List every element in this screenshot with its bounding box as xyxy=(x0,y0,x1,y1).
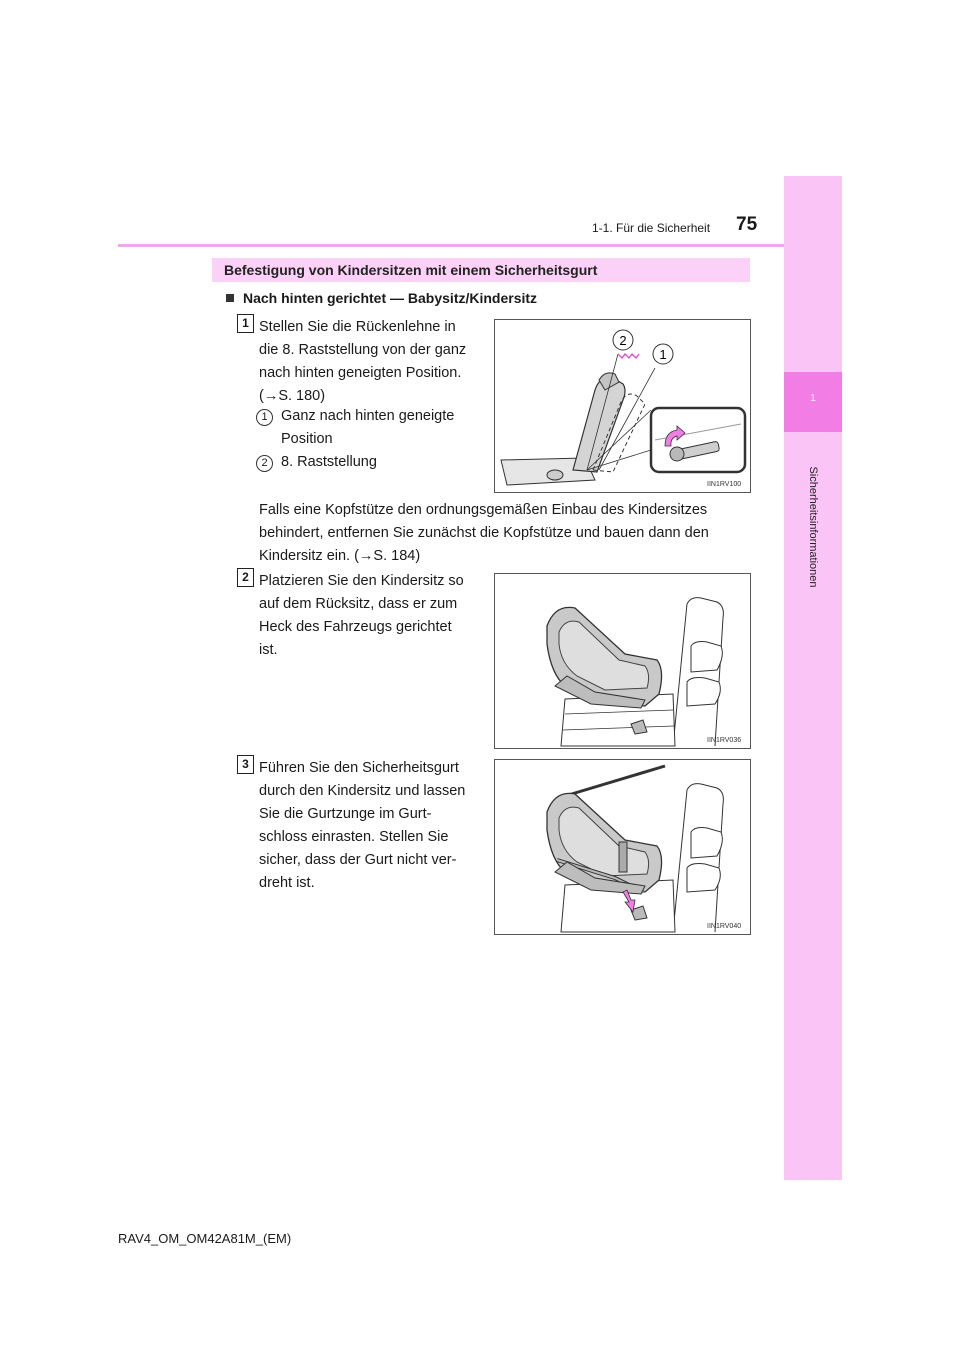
figure-code-2: IIN1RV036 xyxy=(707,737,742,744)
subsection-title: Nach hinten gerichtet — Babysitz/Kindersitz xyxy=(243,290,538,306)
step-1-note-line: behindert, entfernen Sie zunächst die Kopfstütze und bauen dann den xyxy=(259,525,709,541)
step-3-line: durch den Kindersitz und lassen xyxy=(259,783,466,799)
step-2-line: Platzieren Sie den Kindersitz so xyxy=(259,573,464,589)
section-title: Befestigung von Kindersitzen mit einem Sicherheitsgurt xyxy=(224,262,598,278)
step-3-line: schloss einrasten. Stellen Sie xyxy=(259,829,449,845)
bullet-square-icon xyxy=(226,294,234,302)
chapter-title: Sicherheitsinformationen xyxy=(807,466,819,588)
step-1-note-line: Falls eine Kopfstütze den ordnungsgemäßen Einbau des Kindersitzes xyxy=(259,502,708,518)
step-1-note-line: Kindersitz ein. (→S. 184) xyxy=(259,548,421,564)
side-strip xyxy=(784,176,842,1180)
seat-recline-illustration xyxy=(495,320,750,492)
step-3-line: Führen Sie den Sicherheitsgurt xyxy=(259,760,459,776)
step-3-line: Sie die Gurtzunge im Gurt- xyxy=(259,806,432,822)
callout-1-line: Ganz nach hinten geneigte xyxy=(281,408,455,424)
step-2-line: auf dem Rücksitz, dass er zum xyxy=(259,596,458,612)
figure-code-1: IIN1RV100 xyxy=(707,481,742,488)
step-1-line: die 8. Raststellung von der ganz xyxy=(259,342,467,358)
figure-belt-routing xyxy=(494,759,751,935)
chapter-title-wrap xyxy=(784,442,842,612)
belt-routing-illustration xyxy=(495,760,750,934)
footer-code: RAV4_OM_OM42A81M_(EM) xyxy=(118,1231,292,1246)
step-1-line: (→S. 180) xyxy=(259,388,326,404)
step-number-2: 2 xyxy=(237,568,254,587)
figure-seat-recline xyxy=(494,319,751,493)
callout-number-1: 1 xyxy=(256,409,273,426)
step-2-line: Heck des Fahrzeugs gerichtet xyxy=(259,619,452,635)
step-number-3: 3 xyxy=(237,755,254,774)
header-section: 1-1. Für die Sicherheit xyxy=(592,221,711,235)
callout-1-line: Position xyxy=(281,431,333,447)
figure-seat-placement xyxy=(494,573,751,749)
seat-placement-illustration xyxy=(495,574,750,748)
step-3-line: sicher, dass der Gurt nicht ver- xyxy=(259,852,457,868)
step-1-note xyxy=(259,499,745,568)
step-3-line: dreht ist. xyxy=(259,875,315,891)
page-number: 75 xyxy=(736,214,758,235)
chapter-number: 1 xyxy=(810,393,816,404)
step-1-line: nach hinten geneigten Position. xyxy=(259,365,462,381)
callout-2-line: 8. Raststellung xyxy=(281,454,377,470)
step-1-text xyxy=(259,316,479,408)
step-2-line: ist. xyxy=(259,642,278,658)
step-2-text xyxy=(259,570,479,662)
figure-callout-2: 2 xyxy=(619,333,627,348)
step-1-line: Stellen Sie die Rückenlehne in xyxy=(259,319,456,335)
callout-1-text xyxy=(281,405,479,451)
callout-2-text xyxy=(281,451,479,474)
header-rule xyxy=(118,244,784,247)
step-number-1: 1 xyxy=(237,314,254,333)
figure-callout-1: 1 xyxy=(659,347,667,362)
callout-number-2: 2 xyxy=(256,455,273,472)
figure-code-3: IIN1RV040 xyxy=(707,923,742,930)
step-3-text xyxy=(259,757,479,895)
